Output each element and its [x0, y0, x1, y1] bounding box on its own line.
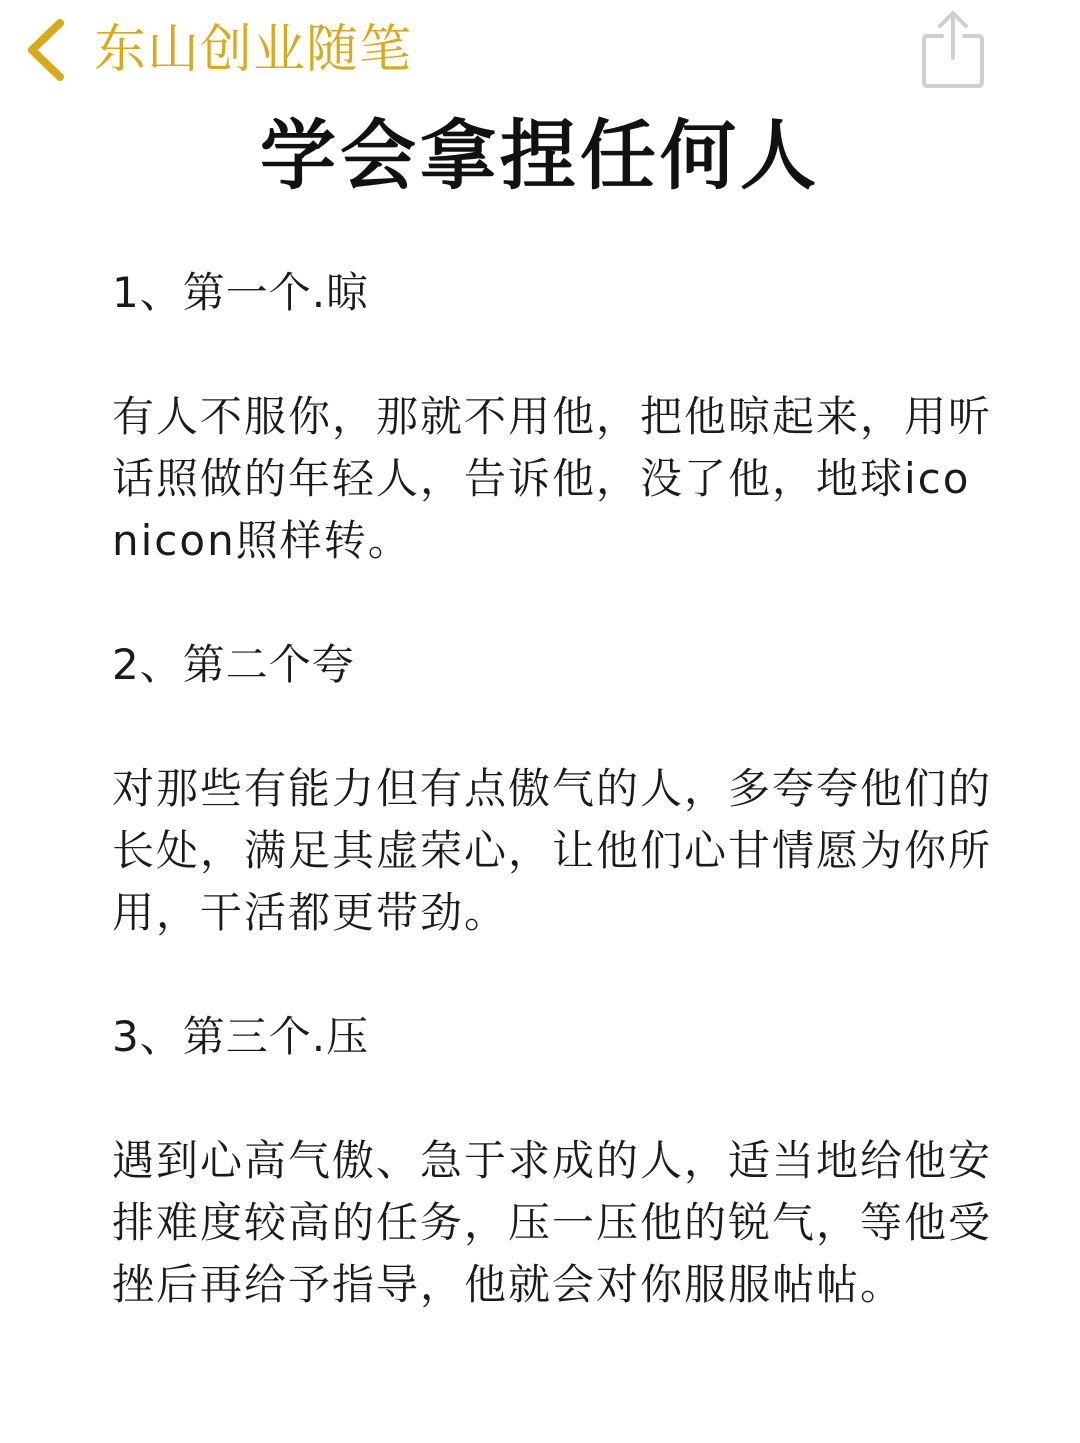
- back-button[interactable]: [22, 14, 412, 86]
- section-3: [112, 1006, 992, 1316]
- nav-bar: [0, 0, 1080, 105]
- share-button[interactable]: [918, 8, 988, 90]
- section-heading: 3、第三个.压: [112, 1012, 370, 1061]
- article-content: [112, 262, 992, 1378]
- nav-title: 东山创业随笔: [94, 20, 413, 80]
- chevron-left-icon: [22, 17, 68, 83]
- share-icon: [918, 75, 988, 94]
- section-heading: 1、第一个.晾: [112, 268, 370, 317]
- section-heading: 2、第二个夸: [112, 640, 355, 689]
- section-2: [112, 634, 992, 944]
- page-title: 学会拿捏任何人: [260, 111, 820, 200]
- section-body: 对那些有能力但有点傲气的人，多夸夸他们的长处，满足其虚荣心，让他们心甘情愿为你所用，干活都更带劲。: [112, 764, 993, 937]
- section-body: 有人不服你，那就不用他，把他晾起来，用听话照做的年轻人，告诉他，没了他，地球iconicon照样转。: [112, 392, 993, 565]
- section-1: [112, 262, 992, 572]
- section-body: 遇到心高气傲、急于求成的人，适当地给他安排难度较高的任务，压一压他的锐气，等他受挫后再给予指导，他就会对你服服帖帖。: [112, 1136, 993, 1309]
